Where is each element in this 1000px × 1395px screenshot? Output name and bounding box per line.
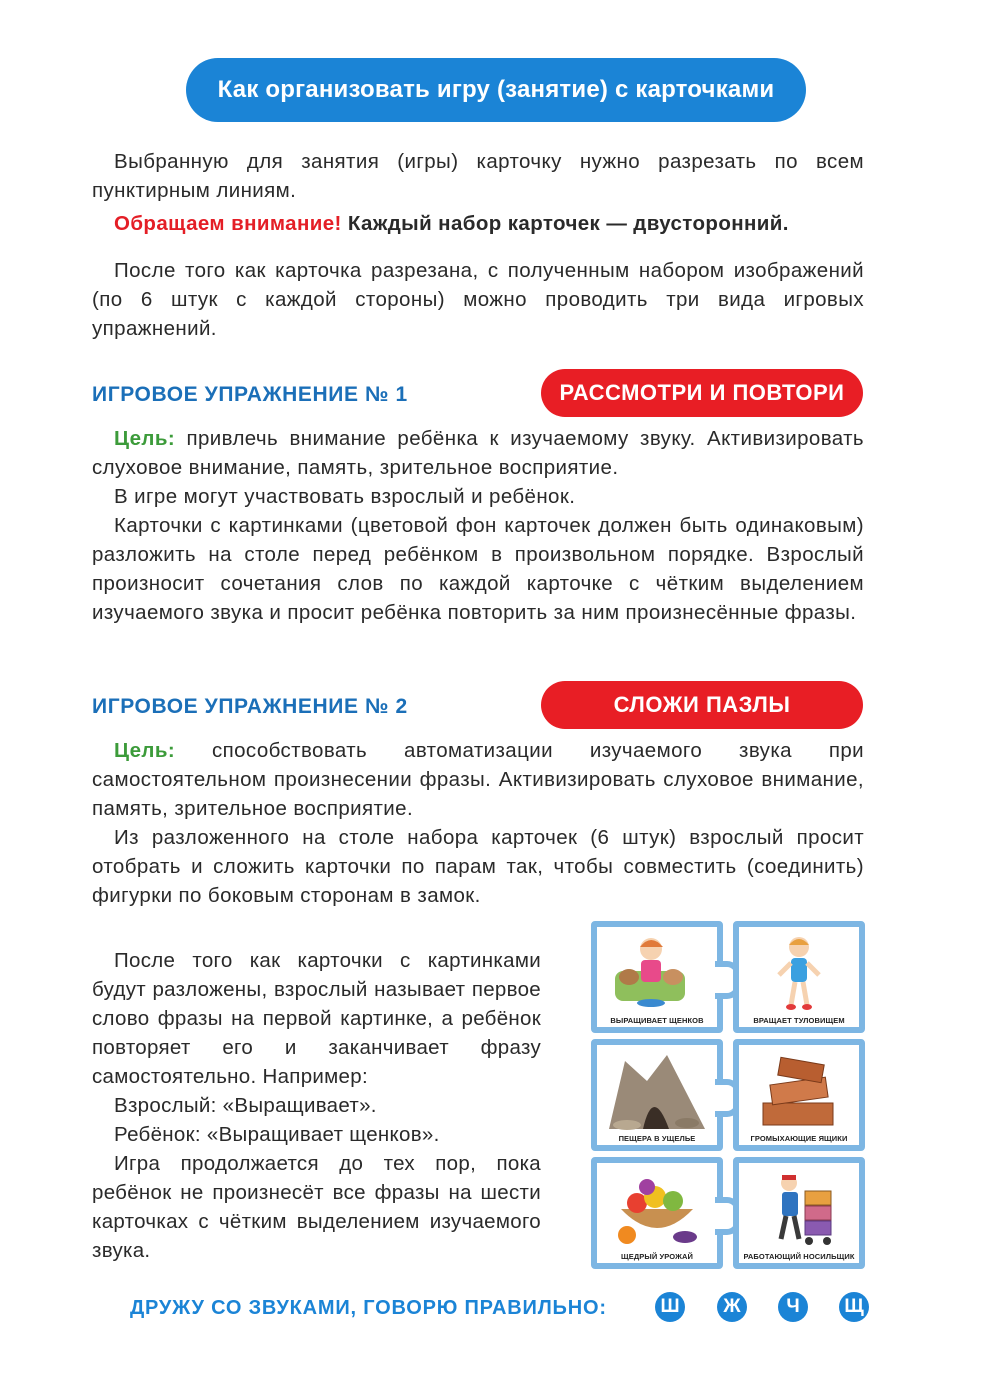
goal-text: способствовать автоматизации изучаемого звука при самостоятельном произнесении фразы. Активизировать слуховое внимание, память, зрительное восприятие. <box>92 739 864 820</box>
card-label: ЩЕДРЫЙ УРОЖАЙ <box>621 1252 693 1261</box>
puzzle-card-2 <box>733 921 865 1033</box>
card-label: ВРАЩАЕТ ТУЛОВИЩЕМ <box>753 1016 845 1025</box>
crates-icon <box>749 1051 849 1131</box>
card-label: ПЕЩЕРА В УЩЕЛЬЕ <box>618 1134 696 1143</box>
card-label: ГРОМЫХАЮЩИЕ ЯЩИКИ <box>750 1134 848 1143</box>
exercise-1-paragraph-1: В игре могут участвовать взрослый и ребёнок. <box>114 485 576 508</box>
exercise-2-example-text <box>92 946 541 1265</box>
example-child-line: Ребёнок: «Выращивает щенков». <box>114 1123 440 1146</box>
puzzle-card-3 <box>591 1039 723 1151</box>
attention-line <box>92 209 864 238</box>
exercise-2-paragraph-1: Из разложенного на столе набора карточек (6 штук) взрослый просит отобрать и сложить карточки по парам так, чтобы совместить (соединить) фигурки по боковым сторонам в замок. <box>92 826 864 907</box>
card-label: РАБОТАЮЩИЙ НОСИЛЬЩИК <box>743 1252 855 1261</box>
goal-label: Цель: <box>114 739 176 762</box>
goal-label: Цель: <box>114 427 176 450</box>
girl-with-puppies-icon <box>607 933 707 1013</box>
letter-badge-zh: Ж <box>717 1292 747 1322</box>
puzzle-card-6 <box>733 1157 865 1269</box>
girl-exercising-icon <box>749 933 849 1013</box>
puzzle-card-1 <box>591 921 723 1033</box>
exercise-1-badge: РАССМОТРИ И ПОВТОРИ <box>541 369 863 417</box>
goal-text: привлечь внимание ребёнка к изучаемому звуку. Активизировать слуховое внимание, память, зрительное восприятие. <box>92 427 864 479</box>
exercise-1-paragraph-2: Карточки с картинками (цветовой фон карточек должен быть одинаковым) разложить на столе перед ребёнком в произвольном порядке. Взрослый произносит сочетания слов по каждой карточке с чётким выделением изучаемого звука и просит ребёнка повторить за ним произнесённые фразы. <box>92 514 864 624</box>
exercise-1-goal <box>92 424 864 482</box>
letter-badge-shch: Щ <box>839 1292 869 1322</box>
page-title: Как организовать игру (занятие) с карточками <box>186 58 806 122</box>
exercise-1-heading: ИГРОВОЕ УПРАЖНЕНИЕ № 1 <box>92 383 408 406</box>
example-adult-line: Взрослый: «Выращивает». <box>114 1094 377 1117</box>
letter-badge-sh: Ш <box>655 1292 685 1322</box>
exercise-2-goal <box>92 736 864 823</box>
fruit-basket-icon <box>607 1169 707 1249</box>
example-paragraph-1: После того как карточки с картинками будут разложены, взрослый называет первое слово фразы на первой картинке, а ребёнок повторяет его и заканчивает фразу самостоятельно. Например: <box>92 949 541 1088</box>
porter-icon <box>749 1169 849 1249</box>
puzzle-card-4 <box>733 1039 865 1151</box>
card-label: ВЫРАЩИВАЕТ ЩЕНКОВ <box>610 1016 704 1025</box>
footer-text: ДРУЖУ СО ЗВУКАМИ, ГОВОРЮ ПРАВИЛЬНО: <box>130 1297 607 1319</box>
puzzle-cards-illustration <box>591 921 865 1271</box>
letter-badge-ch: Ч <box>778 1292 808 1322</box>
puzzle-card-5 <box>591 1157 723 1269</box>
intro-paragraph-2: После того как карточка разрезана, с полученным набором изображений (по 6 штук с каждой стороны) можно проводить три вида игровых упражнений. <box>92 259 864 340</box>
intro-paragraph-1: Выбранную для занятия (игры) карточку нужно разрезать по всем пунктирным линиям. <box>92 150 864 202</box>
exercise-2-badge: СЛОЖИ ПАЗЛЫ <box>541 681 863 729</box>
attention-text: Каждый набор карточек — двусторонний. <box>341 212 789 235</box>
attention-label: Обращаем внимание! <box>114 212 342 235</box>
cave-icon <box>607 1051 707 1131</box>
exercise-2-heading: ИГРОВОЕ УПРАЖНЕНИЕ № 2 <box>92 695 408 718</box>
example-paragraph-2: Игра продолжается до тех пор, пока ребёнок не произнесёт все фразы на шести карточках с чётким выделением изучаемого звука. <box>92 1152 541 1262</box>
